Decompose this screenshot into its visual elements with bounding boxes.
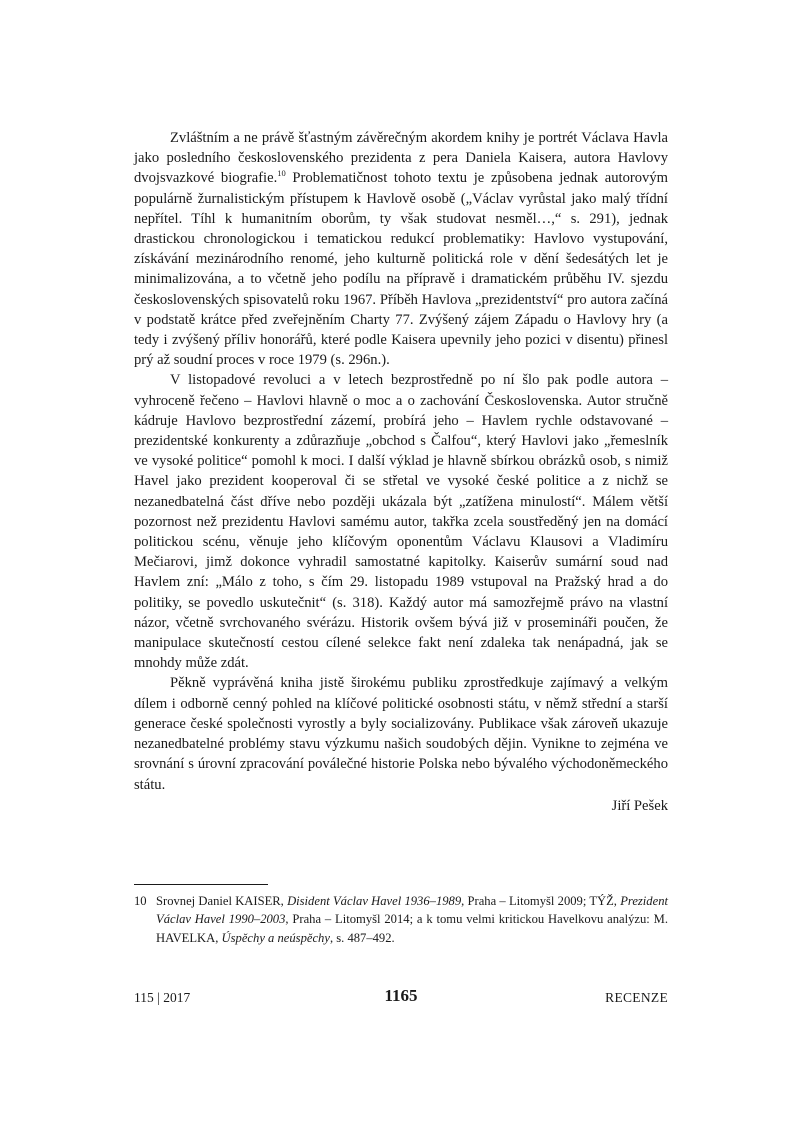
- paragraph-1: [134, 128, 668, 370]
- footnote-reference[interactable]: 10: [277, 168, 286, 179]
- footnote-divider: [134, 884, 268, 885]
- footnote-text: [156, 892, 668, 947]
- paragraph-3: Pěkně vyprávěná kniha jistě širokému publiku zprostředkuje zajímavý a velkým dílem i odborně cenný pohled na klíčové politické osobnosti státu, v němž střední a starší generace české společnosti vyrostly a byly socializovány. Publikace však zároveň ukazuje nezanedbatelné problémy stavu výzkumu našich soudobých dějin. Vynikne to zejména ve srovnání s úrovní zpracování poválečné historie Polska nebo bývalého východoněmeckého státu.: [134, 675, 668, 793]
- section-label: RECENZE: [605, 990, 668, 1005]
- paragraph-1-rest: Problematičnost tohoto textu je způsobena jednak autorovým populárně žurnalistickým přístupem k Havlově osobě („Václav vyrůstal jako malý třídní nepřítel. Tíhl k humanitním oborům, ty však studovat nesměl…,“ s. 291), jednak drastickou chronologickou i tematickou redukcí problematiky: Havlovo vystupování, získávání mezinárodního renomé, jeho kulturně politická role v dění šedesátých let je minimalizována, a to včetně jeho podílu na přípravě i dramatickém průběhu IV. sjezdu československých spisovatelů roku 1967. Příběh Havlova „prezidentství“ pro autora začíná v podstatě krátce před zveřejněním Charty 77. Zvýšený zájem Západu o Havlovy hry (a tedy i zvýšený příliv honorářů, které podle Kaisera upevnily jeho pozici v disentu) přinesl prý až soudní proces v roce 1979 (s. 296n.).: [134, 170, 669, 369]
- footnote-title-1: Disident Václav Havel 1936–1989: [287, 894, 462, 908]
- issue-label: 115 | 2017: [134, 990, 191, 1005]
- footnote-title-2: Prezident Václav Havel 1990–2003: [156, 894, 668, 927]
- footnote-title-3: Úspěchy a neúspěchy: [221, 930, 330, 945]
- footnote-text-part: Srovnej Daniel KAISER,: [156, 894, 288, 908]
- author-signature: Jiří Pešek: [611, 797, 668, 814]
- page-number: 1165: [384, 986, 418, 1005]
- footnote-text-part: , Praha – Litomyšl 2014; a k tomu velmi kritickou Havelkovu analýzu: M. HAVELKA,: [156, 912, 668, 945]
- footnote-text-part: , s. 487–492.: [329, 930, 395, 945]
- footnote-number: 10: [134, 894, 147, 908]
- page-footer: [134, 986, 668, 1010]
- paragraph-2: V listopadové revoluci a v letech bezprostředně po ní šlo pak podle autora – vyhroceně řečeno – Havlovi hlavně o moc a o zachování Československa. Autor stručně kádruje Havlovo bezprostřední zázemí, probírá jeho – Havlem rychle odstavované – prezidentské konkurenty a zdůrazňuje „obchod s Čalfou“, který Havlovi jako „řemeslník ve vysoké politice“ pomohl k moci. I další výklad je hlavně sbírkou obrázků osob, s nimiž Havel jako prezident kooperoval či se střetal ve vysoké české politice a z nichž se nezanedbatelná část dříve nebo později ukázala být „zatížena minulostí“. Málem větší pozornost než prezidentu Havlovi samému autor, takřka zcela soustředěný jen na domácí politickou scénu, věnuje jeho klíčovým oponentům Václavu Klausovi a Vladimíru Mečiarovi, jimž dokonce vyhradil samostatné kapitolky. Kaiserův sumární soud nad Havlem zní: „Málo z toho, s čím 29. listopadu 1989 vstupoval na Pražský hrad a do politiky, se povedlo uskutečnit“ (s. 318). Každý autor má samozřejmě právo na vlastní názor, včetně svrchovaného svérázu. Historik ovšem bývá již v prosemináři poučen, že manipulace skutečností cestou cílené selekce fakt není zdaleka tak nenápadná, jak se mnohdy může zdát.: [134, 372, 668, 672]
- footnote-text-part: , Praha – Litomyšl 2009; TÝŽ,: [461, 894, 621, 908]
- paragraph-1-start: Zvláštním a ne právě šťastným závěrečným akordem knihy je portrét Václava Havla jako posledního československého prezidenta z pera Daniela Kaisera, autora Havlovy dvojsvazkové biografie.: [134, 130, 668, 187]
- footnote: [134, 892, 668, 947]
- article-body: [134, 128, 668, 816]
